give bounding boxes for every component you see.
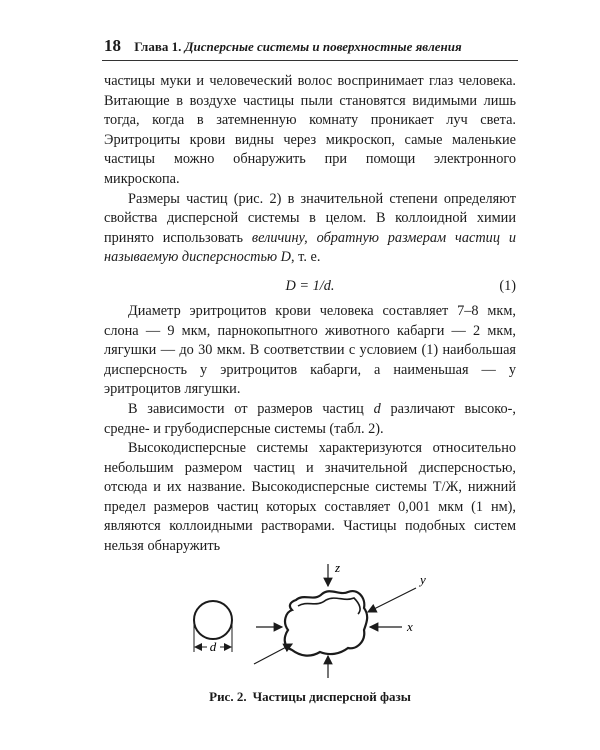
body-text — [104, 72, 516, 557]
formula-expression: D = 1/d. — [285, 277, 335, 294]
paragraph-5: Высокодисперсные системы характеризуются относительно небольшим размером частиц и значительной дисперсностью, отсюда и их название. Высокодисперсные системы Т/Ж, нижний предел размеров частиц которых составляет 0,001 мкм (1 нм), являются коллоидными растворами. Частицы подобных систем нельзя обнаружить — [104, 440, 516, 555]
figure-title: Частицы дисперсной фазы — [252, 689, 411, 704]
axis-label-y: y — [420, 572, 426, 587]
spherical-particle — [194, 601, 232, 639]
axis-label-z: z — [335, 560, 341, 575]
paragraph-2 — [104, 190, 516, 268]
paragraph-4 — [104, 400, 516, 439]
formula-1 — [104, 272, 516, 300]
paragraph-1: частицы муки и человеческий волос воспринимает глаз человека. Витающие в воздухе частицы пыли становятся видимыми лишь тогда, когда в затемненную комнату проникает луч света. Эритроциты крови видны через микроскоп, самые маленькие частицы можно обнаружить при помощи электронного микроскопа. — [104, 73, 516, 187]
dispersity-definition: величину, обратную размерам частиц и называемую дисперсностью — [104, 229, 516, 266]
paragraph-3: Диаметр эритроцитов крови человека составляет 7–8 мкм, слона — 9 мкм, парнокопытного животного кабарги — 2 мкм, лягушки — до 30 мкм. В соответствии с условием (1) наибольшая дисперсность у эритроцитов кабарги, а наименьшая — у эритроцитов лягушки. — [104, 302, 516, 398]
diameter-label: d — [209, 639, 217, 654]
paragraph-4-lead: В зависимости от размеров частиц — [128, 400, 374, 417]
running-header — [104, 38, 516, 55]
particle-inner-contour — [298, 598, 360, 614]
particle-figure — [170, 560, 460, 680]
chapter-label: Глава 1. — [134, 39, 182, 54]
figure-caption — [104, 689, 516, 705]
header-rule — [102, 60, 518, 61]
dispersity-symbol: D — [277, 249, 291, 266]
paragraph-2-tail: , т. е. — [291, 249, 321, 266]
arrow-y-lower — [254, 644, 292, 664]
size-symbol: d — [373, 400, 381, 417]
paragraph-2-lead: Размеры частиц (рис. 2) в значительной степени определяют свойства дисперсной системы в целом. В коллоидной химии принято использовать — [104, 190, 516, 246]
formula-number: (1) — [499, 277, 516, 294]
chapter-title: Дисперсные системы и поверхностные явления — [184, 39, 462, 54]
arrow-y-upper — [368, 588, 416, 612]
paragraph-4-tail: различают высоко-, средне- и грубодисперсные системы (табл. 2). — [104, 400, 516, 437]
axis-label-x: x — [407, 619, 413, 634]
figure-number: Рис. 2. — [209, 689, 247, 704]
page-number: 18 — [104, 36, 121, 55]
